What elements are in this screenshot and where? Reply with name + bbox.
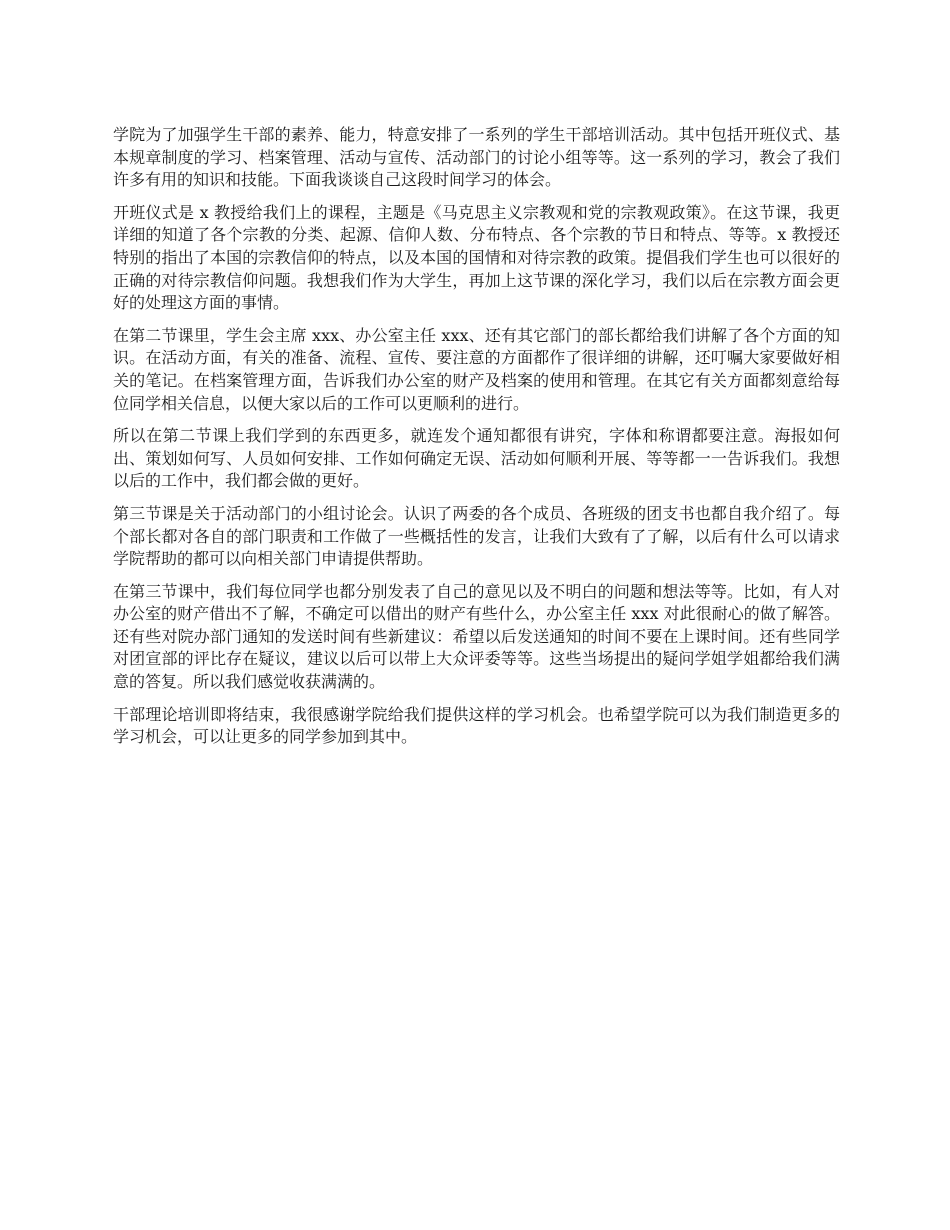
paragraph-1: 学院为了加强学生干部的素养、能力，特意安排了一系列的学生干部培训活动。其中包括开班仪式、基本规章制度的学习、档案管理、活动与宣传、活动部门的讨论小组等等。这一系列的学习，教会了我们许多有用的知识和技能。下面我谈谈自己这段时间学习的体会。 [113, 125, 840, 190]
paragraph-5: 第三节课是关于活动部门的小组讨论会。认识了两委的各个成员、各班级的团支书也都自我介绍了。每个部长都对各自的部门职责和工作做了一些概括性的发言，让我们大致有了了解，以后有什么可以请求学院帮助的都可以向相关部门申请提供帮助。 [113, 503, 840, 569]
paragraph-4: 所以在第二节课上我们学到的东西更多，就连发个通知都很有讲究，字体和称谓都要注意。海报如何出、策划如何写、人员如何安排、工作如何确定无误、活动如何顺利开展、等等都一一告诉我们。我想以后的工作中，我们都会做的更好。 [113, 426, 840, 491]
paragraph-7: 干部理论培训即将结束，我很感谢学院给我们提供这样的学习机会。也希望学院可以为我们制造更多的学习机会，可以让更多的同学参加到其中。 [113, 704, 840, 747]
document-body [113, 124, 840, 759]
paragraph-3: 在第二节课里，学生会主席 xxx、办公室主任 xxx、还有其它部门的部长都给我们讲解了各个方面的知识。在活动方面，有关的准备、流程、宣传、要注意的方面都作了很详细的讲解，还叮嘱大家要做好相关的笔记。在档案管理方面，告诉我们办公室的财产及档案的使用和管理。在其它有关方面都刻意给每位同学相关信息，以便大家以后的工作可以更顺利的进行。 [113, 325, 840, 413]
paragraph-2: 开班仪式是 x 教授给我们上的课程，主题是《马克思主义宗教观和党的宗教观政策》。在这节课，我更详细的知道了各个宗教的分类、起源、信仰人数、分布特点、各个宗教的节日和特点、等等。x 教授还特别的指出了本国的宗教信仰的特点，以及本国的国情和对待宗教的政策。提倡我们学生也可以很好的正确的对待宗教信仰问题。我想我们作为大学生，再加上这节课的深化学习，我们以后在宗教方面会更好的处理这方面的事情。 [113, 202, 840, 313]
paragraph-6: 在第三节课中，我们每位同学也都分别发表了自己的意见以及不明白的问题和想法等等。比如，有人对办公室的财产借出不了解，不确定可以借出的财产有些什么，办公室主任 xxx 对此很耐心的做了解答。还有些对院办部门通知的发送时间有些新建议：希望以后发送通知的时间不要在上课时间。还有些同学对团宣部的评比存在疑议，建议以后可以带上大众评委等等。这些当场提出的疑问学姐学姐都给我们满意的答复。所以我们感觉收获满满的。 [113, 581, 840, 692]
